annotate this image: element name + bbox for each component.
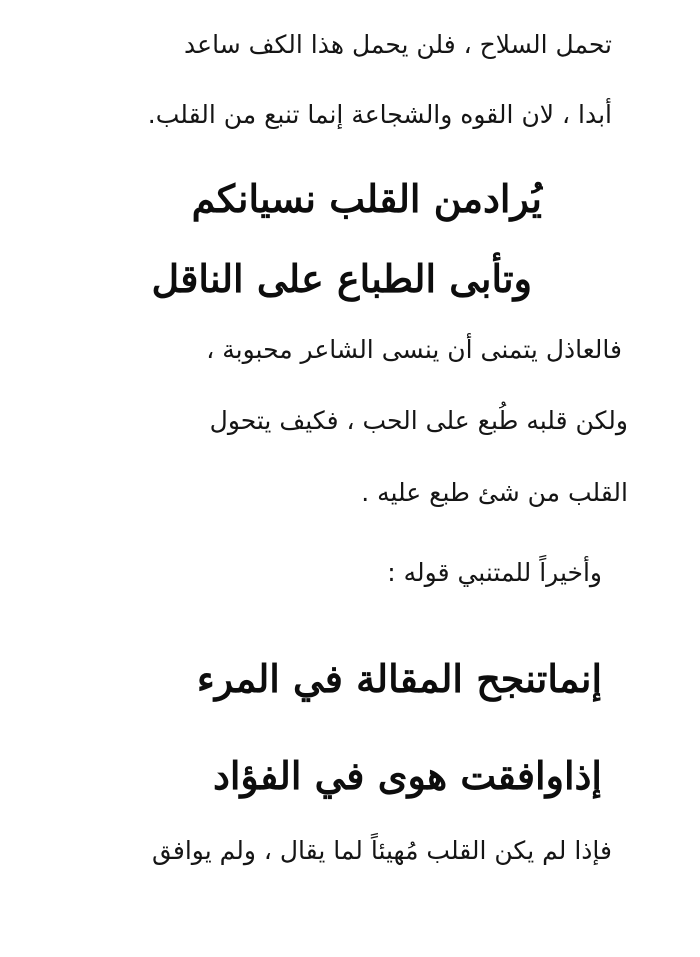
verse-line: إنماتنجح المقالة في المرء bbox=[196, 656, 602, 701]
verse-line: يُرادمن القلب نسيانكم bbox=[191, 176, 542, 221]
body-text-line: القلب من شئ طبع عليه . bbox=[361, 478, 628, 507]
body-text-line: ولكن قلبه طُبع على الحب ، فكيف يتحول bbox=[209, 406, 628, 435]
verse-line: إذاوافقت هوى في الفؤاد bbox=[212, 753, 602, 798]
body-text-line: فالعاذل يتمنى أن ينسى الشاعر محبوبة ، bbox=[206, 335, 622, 364]
verse-line: وتأبى الطباع على الناقل bbox=[151, 256, 532, 301]
body-text-line: فإذا لم يكن القلب مُهيئاً لما يقال ، ولم يوافق bbox=[152, 836, 612, 865]
body-text-line: تحمل السلاح ، فلن يحمل هذا الكف ساعد bbox=[184, 30, 612, 59]
body-text-line: وأخيراً للمتنبي قوله : bbox=[387, 558, 602, 587]
body-text-line: أبدا ، لان القوه والشجاعة إنما تنبع من القلب. bbox=[147, 100, 612, 129]
